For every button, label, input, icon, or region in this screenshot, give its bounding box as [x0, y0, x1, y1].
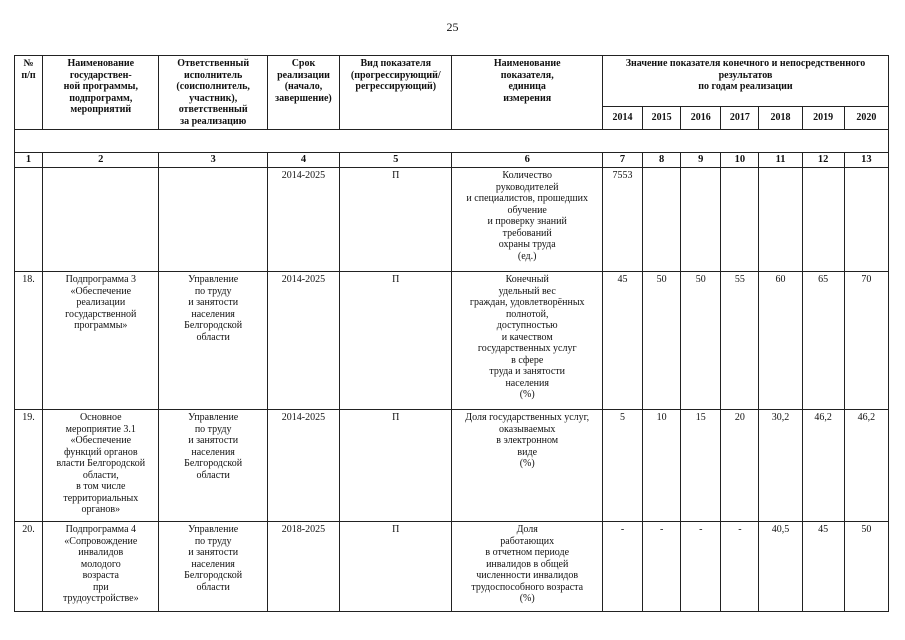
column-number: 7	[602, 153, 642, 168]
header-values: Значение показателя конечного и непосредственного результатов по годам реализации	[602, 56, 888, 107]
row-value: 45	[602, 272, 642, 410]
program-indicators-table	[14, 55, 889, 612]
header-no: № п/п	[15, 56, 43, 130]
column-number: 11	[759, 153, 802, 168]
row-value: 60	[759, 272, 802, 410]
row-indicator: Доля государственных услуг, оказываемых в электронном виде (%)	[452, 410, 603, 522]
column-number: 13	[844, 153, 888, 168]
year-header: 2020	[844, 107, 888, 130]
column-number: 12	[802, 153, 844, 168]
row-indicator: Доля работающих в отчетном периоде инвалидов в общей численности инвалидов трудоспособного возраста (%)	[452, 522, 603, 612]
row-period: 2018-2025	[267, 522, 339, 612]
row-value: 46,2	[802, 410, 844, 522]
year-header: 2018	[759, 107, 802, 130]
column-numbers-row	[15, 153, 889, 168]
row-value	[681, 168, 721, 272]
row-value: -	[681, 522, 721, 612]
row-value: 15	[681, 410, 721, 522]
row-value: 50	[681, 272, 721, 410]
row-value	[721, 168, 759, 272]
table-row	[15, 272, 889, 410]
table-row	[15, 410, 889, 522]
year-header: 2019	[802, 107, 844, 130]
row-value: -	[721, 522, 759, 612]
row-value: -	[643, 522, 681, 612]
row-value: -	[602, 522, 642, 612]
page-number: 25	[446, 20, 459, 34]
row-number: 20.	[15, 522, 43, 612]
row-program-name: Основное мероприятие 3.1 «Обеспечение функций органов власти Белгородской области, в том числе территориальных органов»	[43, 410, 159, 522]
row-responsible: Управление по труду и занятости населения Белгородской области	[159, 272, 267, 410]
column-number: 10	[721, 153, 759, 168]
header-spacer	[15, 130, 889, 153]
row-period: 2014-2025	[267, 272, 339, 410]
row-period: 2014-2025	[267, 168, 339, 272]
row-value	[802, 168, 844, 272]
row-program-name: Подпрограмма 4 «Сопровождение инвалидов молодого возраста при трудоустройстве»	[43, 522, 159, 612]
row-value	[643, 168, 681, 272]
row-number: 19.	[15, 410, 43, 522]
row-value: 10	[643, 410, 681, 522]
column-number: 8	[643, 153, 681, 168]
row-value	[759, 168, 802, 272]
row-kind: П	[340, 168, 452, 272]
column-number: 9	[681, 153, 721, 168]
row-period: 2014-2025	[267, 410, 339, 522]
row-program-name	[43, 168, 159, 272]
year-header: 2016	[681, 107, 721, 130]
year-header: 2015	[643, 107, 681, 130]
column-number: 4	[267, 153, 339, 168]
row-value: 30,2	[759, 410, 802, 522]
row-value: 55	[721, 272, 759, 410]
row-value: 40,5	[759, 522, 802, 612]
row-value: 5	[602, 410, 642, 522]
row-responsible: Управление по труду и занятости населения Белгородской области	[159, 410, 267, 522]
row-value: 50	[643, 272, 681, 410]
year-header: 2017	[721, 107, 759, 130]
header-row	[15, 56, 889, 107]
row-program-name: Подпрограмма 3 «Обеспечение реализации государственной программы»	[43, 272, 159, 410]
column-number: 1	[15, 153, 43, 168]
header-kind: Вид показателя (прогрессирующий/ регрессирующий)	[340, 56, 452, 130]
row-value: 7553	[602, 168, 642, 272]
row-indicator: Конечный удельный вес граждан, удовлетворённых полнотой, доступностью и качеством государственных услуг в сфере труда и занятости населения (%)	[452, 272, 603, 410]
row-value: 46,2	[844, 410, 888, 522]
row-kind: П	[340, 272, 452, 410]
header-indicator: Наименование показателя, единица измерения	[452, 56, 603, 130]
header-period: Срок реализации (начало, завершение)	[267, 56, 339, 130]
row-kind: П	[340, 522, 452, 612]
row-value: 50	[844, 522, 888, 612]
row-value: 45	[802, 522, 844, 612]
column-number: 5	[340, 153, 452, 168]
row-number	[15, 168, 43, 272]
row-responsible: Управление по труду и занятости населения Белгородской области	[159, 522, 267, 612]
row-value	[844, 168, 888, 272]
column-number: 2	[43, 153, 159, 168]
year-header: 2014	[602, 107, 642, 130]
table-row	[15, 522, 889, 612]
header-name: Наименование государствен- ной программы, подпрограмм, мероприятий	[43, 56, 159, 130]
column-number: 3	[159, 153, 267, 168]
row-value: 20	[721, 410, 759, 522]
row-number: 18.	[15, 272, 43, 410]
row-value: 70	[844, 272, 888, 410]
row-value: 65	[802, 272, 844, 410]
row-indicator: Количество руководителей и специалистов, прошедших обучение и проверку знаний требований охраны труда (ед.)	[452, 168, 603, 272]
header-responsible: Ответственный исполнитель (соисполнитель, участник), ответственный за реализацию	[159, 56, 267, 130]
column-number: 6	[452, 153, 603, 168]
table-row	[15, 168, 889, 272]
row-responsible	[159, 168, 267, 272]
row-kind: П	[340, 410, 452, 522]
